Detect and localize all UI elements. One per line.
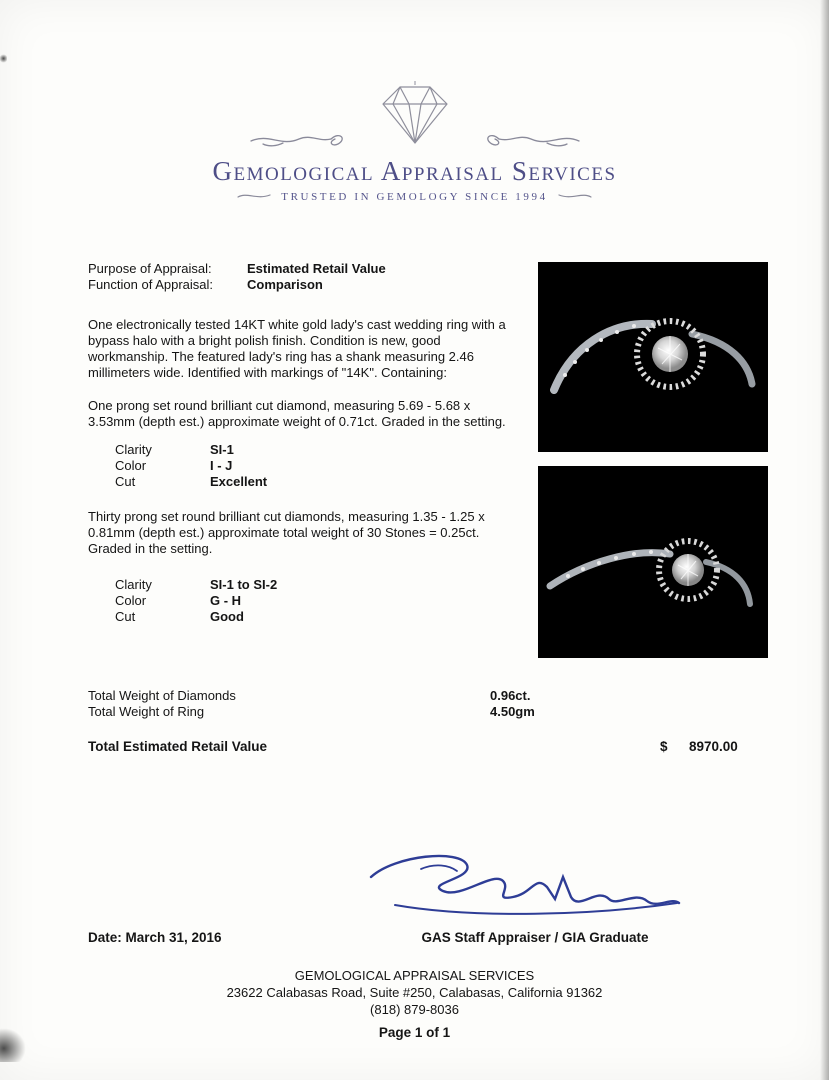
brand-title: Gemological Appraisal Services xyxy=(212,156,617,186)
total-weight-diamonds-label: Total Weight of Diamonds xyxy=(88,688,236,703)
color-value: G - H xyxy=(210,593,242,608)
purpose-value: Estimated Retail Value xyxy=(247,261,386,276)
flourish-right-icon xyxy=(471,129,581,154)
purpose-label: Purpose of Appraisal: xyxy=(88,261,212,276)
center-stone-description: One prong set round brilliant cut diamond, measuring 5.69 - 5.68 x 3.53mm (depth est.) approximate weight of 0.71ct. Graded in the setting. xyxy=(88,398,506,429)
total-weight-diamonds-value: 0.96ct. xyxy=(490,688,531,703)
clarity-label: Clarity xyxy=(115,442,152,457)
center-stone-grades xyxy=(88,442,512,490)
appraisal-date: Date: March 31, 2016 xyxy=(88,930,222,945)
flourish-left-icon xyxy=(249,129,359,154)
appraisal-body xyxy=(88,261,512,625)
tagline-flourish-right-icon xyxy=(558,188,592,206)
grade-row xyxy=(115,593,512,609)
function-row xyxy=(88,277,512,293)
color-value: I - J xyxy=(210,458,233,473)
currency-symbol: $ xyxy=(660,739,668,754)
brand-tagline: TRUSTED IN GEMOLOGY SINCE 1994 xyxy=(281,191,548,203)
appraiser-title: GAS Staff Appraiser / GIA Graduate xyxy=(421,930,649,945)
function-label: Function of Appraisal: xyxy=(88,277,214,292)
grade-row xyxy=(115,458,512,474)
footer-address: 23622 Calabasas Road, Suite #250, Calabasas, California 91362 xyxy=(226,985,603,1000)
grade-row xyxy=(115,609,512,625)
cut-value: Excellent xyxy=(210,474,268,489)
scan-artifact xyxy=(0,54,7,63)
side-stones-grades xyxy=(88,577,512,625)
clarity-value: SI-1 xyxy=(210,442,234,457)
total-weight-ring-label: Total Weight of Ring xyxy=(88,704,205,719)
cut-value: Good xyxy=(210,609,244,624)
page-number: Page 1 of 1 xyxy=(378,1025,451,1040)
clarity-value: SI-1 to SI-2 xyxy=(210,577,278,592)
function-value: Comparison xyxy=(247,277,323,292)
clarity-label: Clarity xyxy=(115,577,152,592)
total-retail-value-amount: 8970.00 xyxy=(689,739,738,754)
purpose-row xyxy=(88,261,512,277)
footer-phone: (818) 879-8036 xyxy=(370,1002,459,1017)
logo xyxy=(0,84,829,206)
totals-section xyxy=(88,688,768,720)
side-stones-description: Thirty prong set round brilliant cut diamonds, measuring 1.35 - 1.25 x 0.81mm (depth est.) approximate total weight of 30 Stones = 0.25ct. Graded in the setting. xyxy=(88,509,485,556)
ring-photo-top xyxy=(538,262,768,452)
total-weight-ring-value: 4.50gm xyxy=(490,704,535,719)
color-label: Color xyxy=(115,458,147,473)
ring-description: One electronically tested 14KT white gold lady's cast wedding ring with a bypass halo with a bright polish finish. Condition is new, good workmanship. The featured lady's ring has a shank measuring 2.46 millimeters wide. Identified with markings of "14K". Containing: xyxy=(88,317,506,380)
footer xyxy=(0,967,829,1041)
total-weight-diamonds-row xyxy=(88,688,768,704)
grade-row xyxy=(115,577,512,593)
tagline-flourish-left-icon xyxy=(237,188,271,206)
diamond-icon xyxy=(369,79,461,154)
appraiser-signature xyxy=(365,846,685,928)
total-weight-ring-row xyxy=(88,704,768,720)
total-retail-value-label: Total Estimated Retail Value xyxy=(88,739,268,754)
footer-company: GEMOLOGICAL APPRAISAL SERVICES xyxy=(294,968,535,983)
grade-row xyxy=(115,442,512,458)
ring-photo-bottom xyxy=(538,466,768,658)
grade-row xyxy=(115,474,512,490)
total-retail-value-row xyxy=(88,739,748,754)
cut-label: Cut xyxy=(115,609,136,624)
cut-label: Cut xyxy=(115,474,136,489)
color-label: Color xyxy=(115,593,147,608)
